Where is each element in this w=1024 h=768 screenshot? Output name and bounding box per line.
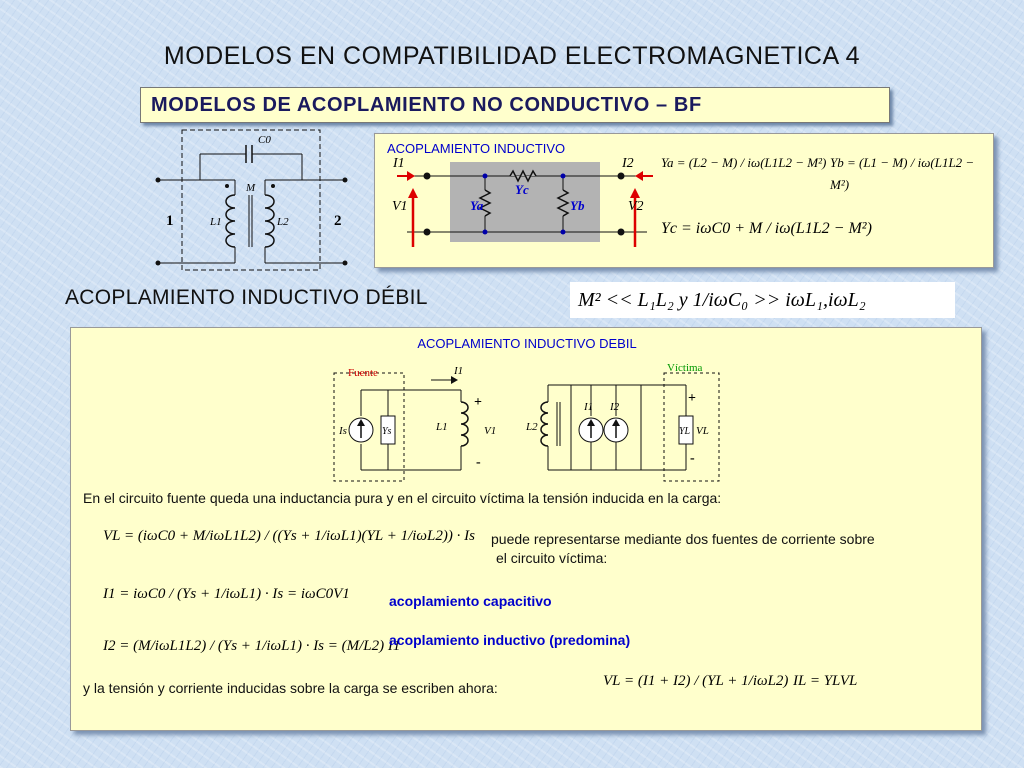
note-inductive: acoplamiento inductivo (predomina) [389, 632, 631, 648]
l2-label: L2 [277, 216, 289, 228]
weak-coupling-circuit [326, 358, 726, 488]
pi-model-circuit [385, 152, 655, 267]
weak-panel-title: ACOPLAMIENTO INDUCTIVO DEBIL [417, 336, 637, 351]
inductive-panel-title: ACOPLAMIENTO INDUCTIVO [387, 141, 566, 156]
weak-i1b-label: I1 [584, 401, 594, 413]
vl-label: VL [696, 425, 709, 437]
eq-i1: I1 = iωC0 / (Ys + 1/iωL1) · Is = iωC0V1 [103, 586, 350, 602]
eq-yc: Yc = iωC0 + M / iω(L1L2 − M²) [661, 220, 872, 237]
weak-coupling-panel [70, 327, 982, 731]
m-label: M [246, 182, 256, 194]
c0-label: C0 [258, 134, 271, 146]
weak-v1-label: V1 [484, 425, 497, 437]
port-2-label: 2 [334, 213, 342, 229]
minus-1: - [476, 455, 481, 470]
v2-label: V2 [628, 199, 644, 214]
plus-2: + [688, 391, 696, 406]
weak-coupling-heading: ACOPLAMIENTO INDUCTIVO DÉBIL [65, 286, 428, 309]
l1-label: L1 [210, 216, 222, 228]
is-label: Is [339, 425, 347, 437]
eq-final-il: IL = YLVL [793, 673, 858, 689]
port-1-label: 1 [166, 213, 174, 229]
ya-label: Ya [470, 198, 484, 213]
weak-i1-label: I1 [454, 365, 464, 377]
weak-l1-label: L1 [436, 421, 448, 433]
eq-final-vl: VL = (I1 + I2) / (YL + 1/iωL2) [603, 673, 789, 689]
final-text: y la tensión y corriente inducidas sobre la carga se escriben ahora: [83, 680, 498, 696]
ys-label: Ys [382, 426, 392, 437]
minus-2: - [690, 451, 695, 466]
yl-label: YL [679, 426, 691, 437]
note-two-sources-2: el circuito víctima: [496, 550, 608, 566]
weak-coupling-condition: M² << L₁L₂ y 1/iωC₀ >> iωL₁,iωL₂ [570, 282, 955, 318]
eq-vl: VL = (iωC0 + M/iωL1L2) / ((Ys + 1/iωL1)(YL + 1/iωL2)) · Is [103, 528, 475, 544]
v1-label: V1 [392, 199, 408, 214]
i2-label: I2 [622, 156, 634, 171]
intro-text: En el circuito fuente queda una inductancia pura y en el circuito víctima la tensión inducida en la carga: [83, 490, 722, 506]
eq-yb: Yb = (L1 − M) / iω(L1L2 − M²) [830, 155, 975, 192]
yc-label: Yc [515, 182, 529, 197]
inductive-coupling-panel [374, 133, 994, 268]
yb-label: Yb [570, 198, 585, 213]
eq-ya: Ya = (L2 − M) / iω(L1L2 − M²) [661, 155, 827, 170]
victim-label: Víctima [667, 362, 703, 374]
note-capacitive: acoplamiento capacitivo [389, 593, 552, 609]
plus-1: + [474, 395, 482, 410]
note-two-sources: puede representarse mediante dos fuentes de corriente sobre [491, 531, 875, 547]
weak-i2-label: I2 [610, 401, 620, 413]
subtitle-banner: MODELOS DE ACOPLAMIENTO NO CONDUCTIVO – BF [140, 87, 890, 123]
coupled-inductor-model [150, 125, 350, 275]
eq-i2: I2 = (M/iωL1L2) / (Ys + 1/iωL1) · Is = (M/L2) I1 [103, 638, 401, 654]
weak-l2-label: L2 [526, 421, 538, 433]
i1-label: I1 [393, 156, 405, 171]
slide-title: MODELOS EN COMPATIBILIDAD ELECTROMAGNETICA 4 [163, 42, 861, 70]
source-label: Fuente [348, 367, 378, 379]
